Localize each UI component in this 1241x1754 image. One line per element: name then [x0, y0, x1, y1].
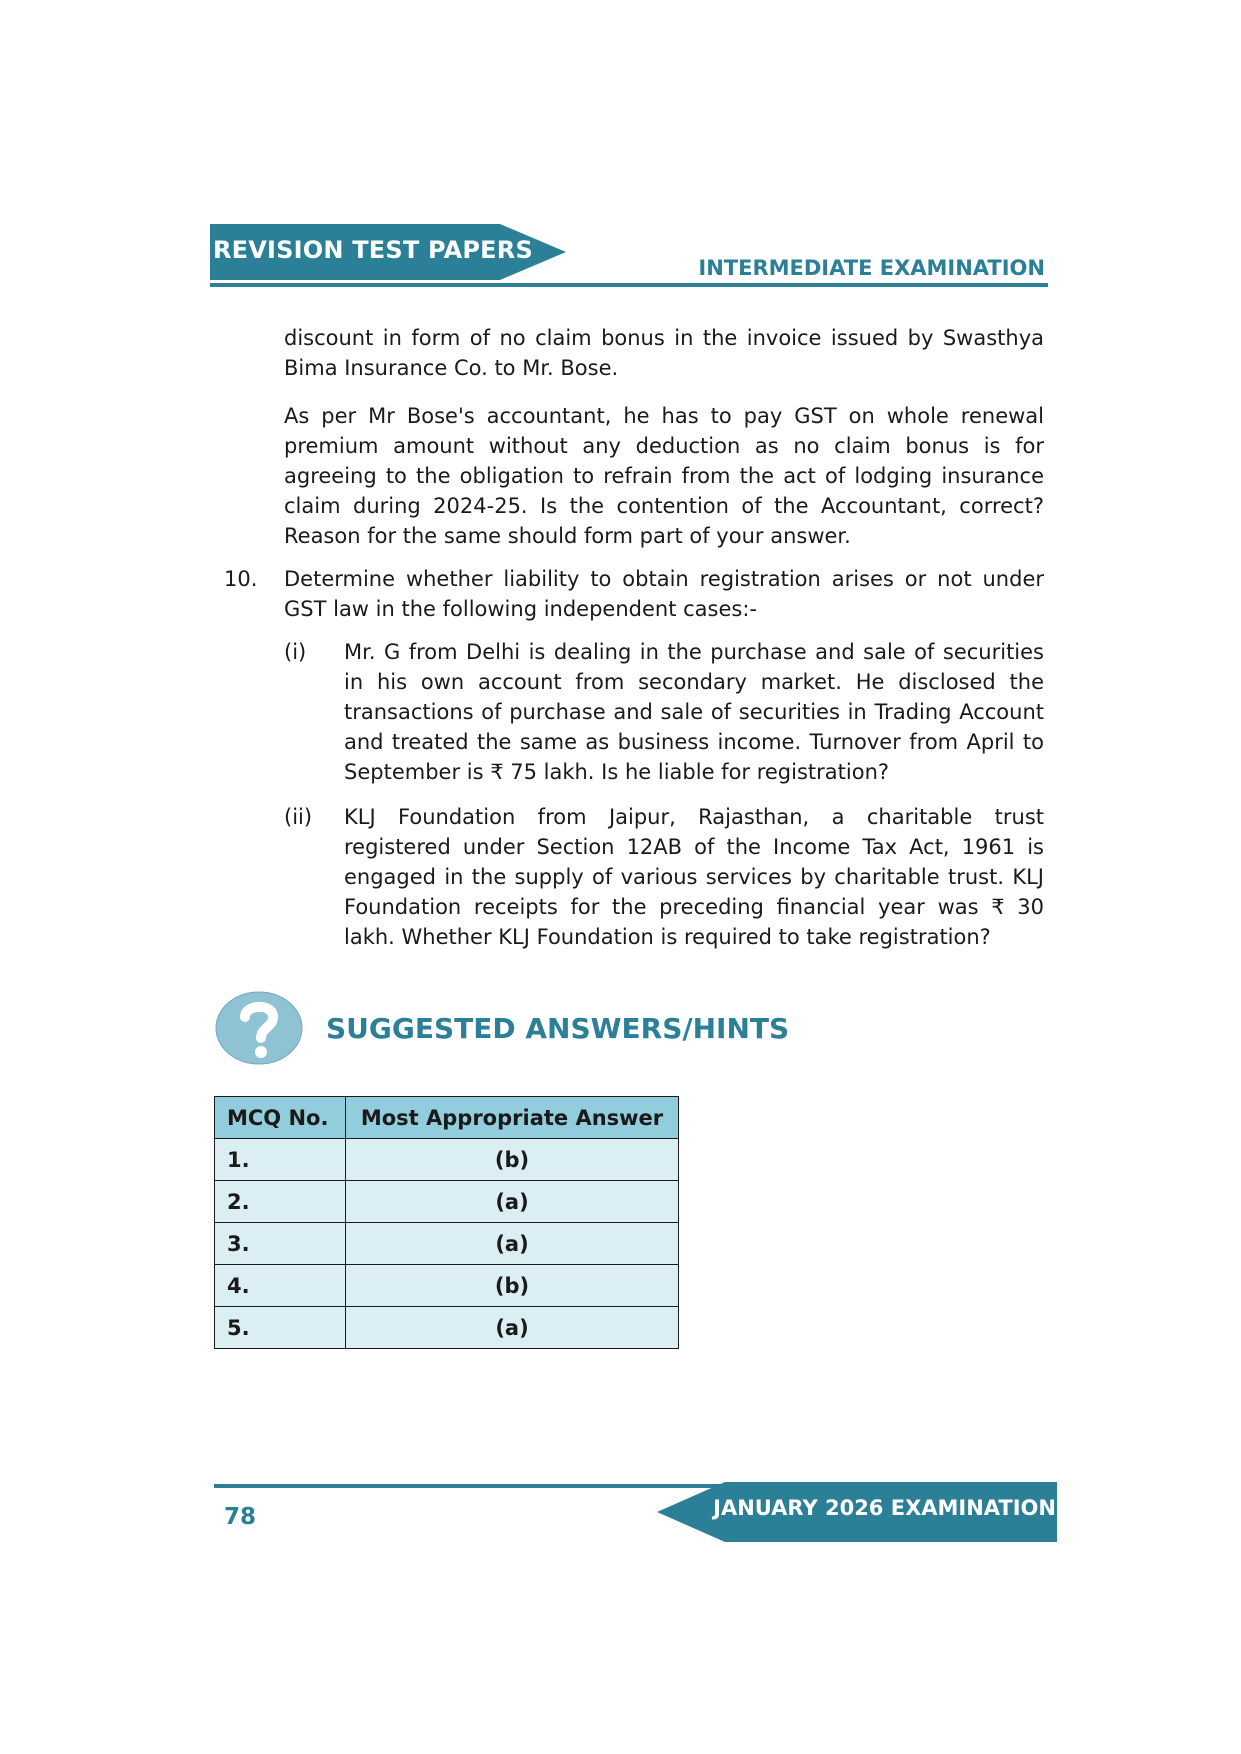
mcq-answer-cell: (a) [346, 1181, 679, 1223]
table-header-cell: Most Appropriate Answer [346, 1097, 679, 1139]
header-right-title: INTERMEDIATE EXAMINATION [698, 256, 1045, 280]
header-divider [210, 283, 1048, 287]
table-header-cell: MCQ No. [215, 1097, 346, 1139]
mcq-number-cell: 5. [215, 1307, 346, 1349]
footer-exam-label: JANUARY 2026 EXAMINATION [713, 1496, 1056, 1520]
mcq-answer-cell: (a) [346, 1223, 679, 1265]
question-number: 10. [224, 567, 258, 591]
sub-item-text: KLJ Foundation from Jaipur, Rajasthan, a charitable trust registered under Section 12AB of the Income Tax Act, 1961 is engaged in the supply of various services by charitable trust. KLJ Foundation receipts for the preceding financial year was ₹ 30 lakh. Whether KLJ Foundation is required to take registration? [344, 805, 1044, 949]
table-header-row [215, 1097, 679, 1139]
mcq-answer-table [214, 1096, 679, 1349]
sub-item-text: Mr. G from Delhi is dealing in the purchase and sale of securities in his own account from secondary market. He disclosed the transactions of purchase and sale of securities in Trading Account and treated the same as business income. Turnover from April to September is ₹ 75 lakh. Is he liable for registration? [344, 640, 1044, 784]
header-left-title: REVISION TEST PAPERS [213, 236, 533, 264]
sub-item-label: (ii) [284, 805, 313, 829]
question-text: Determine whether liability to obtain registration arises or not under GST law in the following independent cases:- [284, 567, 1044, 621]
table-row [215, 1139, 679, 1181]
mcq-number-cell: 4. [215, 1265, 346, 1307]
question-mark-icon [214, 990, 304, 1066]
mcq-answer-cell: (b) [346, 1265, 679, 1307]
mcq-answer-cell: (b) [346, 1139, 679, 1181]
table-row [215, 1181, 679, 1223]
table-row [215, 1265, 679, 1307]
mcq-answer-cell: (a) [346, 1307, 679, 1349]
mcq-number-cell: 1. [215, 1139, 346, 1181]
continuation-paragraph: discount in form of no claim bonus in the invoice issued by Swasthya Bima Insurance Co. to Mr. Bose. [284, 326, 1044, 380]
page-number: 78 [224, 1504, 257, 1530]
sub-item-label: (i) [284, 640, 307, 664]
accountant-paragraph: As per Mr Bose's accountant, he has to pay GST on whole renewal premium amount without any deduction as no claim bonus is for agreeing to the obligation to refrain from the act of lodging insurance claim during 2024-25. Is the contention of the Accountant, correct? Reason for the same should form part of your answer. [284, 404, 1044, 548]
table-row [215, 1307, 679, 1349]
answers-heading: SUGGESTED ANSWERS/HINTS [326, 1012, 790, 1045]
mcq-number-cell: 3. [215, 1223, 346, 1265]
table-row [215, 1223, 679, 1265]
mcq-number-cell: 2. [215, 1181, 346, 1223]
